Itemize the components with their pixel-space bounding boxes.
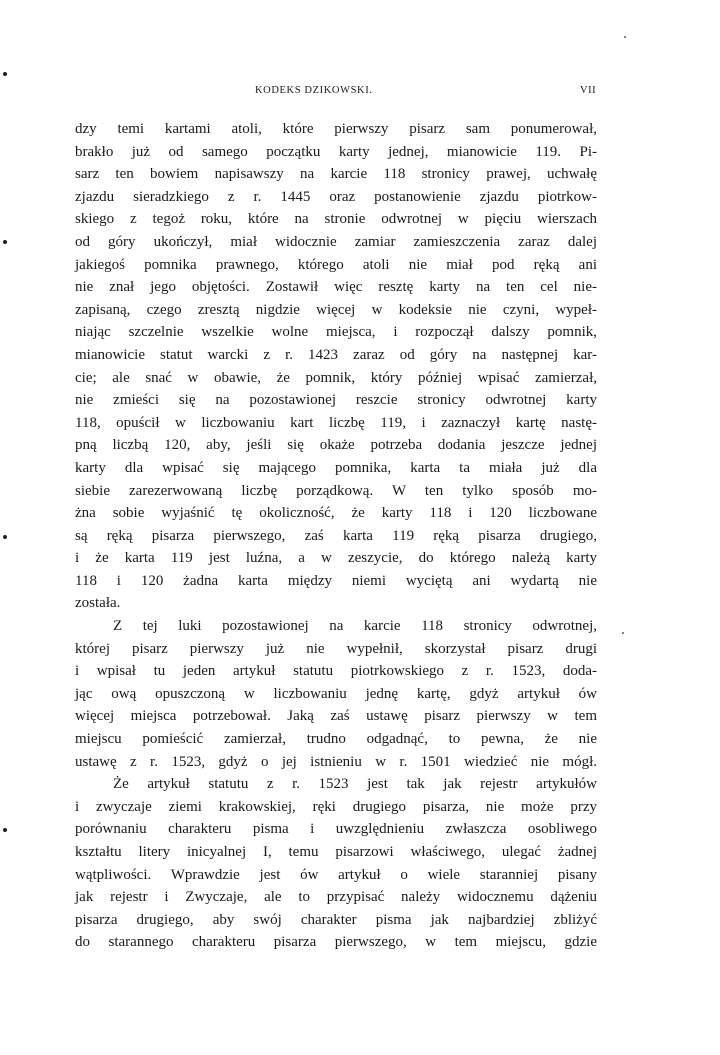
text-line: cie; ale snać w obawie, że pomnik, który później wpisać zamierzał, xyxy=(75,369,597,386)
text-line: i zwyczaje ziemi krakowskiej, ręki drugiego pisarza, nie może przy xyxy=(75,798,597,815)
text-line: wątpliwości. Wprawdzie jest ów artykuł o wiele staranniej pisany xyxy=(75,866,597,883)
paragraph-start-line: Z tej luki pozostawionej na karcie 118 stronicy odwrotnej, xyxy=(113,618,597,635)
text-line: pną liczbą 120, aby, jeśli się okaże potrzeba dodania jeszcze jednej xyxy=(75,437,597,454)
text-line: zapisaną, czego zresztą nigdzie więcej w kodeksie nie czyni, wypeł- xyxy=(75,301,597,318)
text-line: miejscu pomieścić zamierzał, trudno odgadnąć, to pewna, że nie xyxy=(75,731,597,748)
paragraph-start-line: Że artykuł statutu z r. 1523 jest tak jak rejestr artykułów xyxy=(113,776,597,793)
text-line: dzy temi kartami atoli, które pierwszy pisarz sam ponumerował, xyxy=(75,121,597,137)
text-line: zjazdu sieradzkiego z r. 1445 oraz postanowienie zjazdu piotrkow- xyxy=(75,188,597,205)
running-head xyxy=(0,85,720,101)
binding-hole-mark xyxy=(3,535,7,539)
text-line: jakiegoś pomnika prawnego, którego atoli nie miał pod ręką ani xyxy=(75,256,597,273)
text-line: brakło już od samego początku karty jednej, mianowicie 119. Pi- xyxy=(75,143,597,160)
text-line: skiego z tegoż roku, które na stronie odwrotnej w pięciu wierszach xyxy=(75,211,597,228)
text-line: i że karta 119 jest luźna, a w zeszycie, do którego należą karty xyxy=(75,550,597,567)
binding-hole-mark xyxy=(3,828,7,832)
paragraph-end-line: została. xyxy=(75,595,121,612)
text-line: jak rejestr i Zwyczaje, ale to przypisać należy widocznemu dążeniu xyxy=(75,889,597,906)
text-line: sarz ten bowiem napisawszy na karcie 118 stronicy prawej, uchwałę xyxy=(75,166,597,183)
paper-speck xyxy=(622,632,624,634)
text-line: od góry ukończył, miał widocznie zamiar zamieszczenia zaraz dalej xyxy=(75,233,597,250)
text-line: jąc ową opuszczoną w liczbowaniu jednę kartę, gdyż artykuł ów xyxy=(75,685,597,702)
binding-hole-mark xyxy=(3,72,7,76)
paragraph-end-line: ustawę z r. 1523, gdyż o jej istnieniu w r. 1501 wiedzieć nie mógł. xyxy=(75,753,597,770)
text-line: kształtu litery inicyalnej I, temu pisarzowi właściwego, ulegać żadnej xyxy=(75,844,597,860)
binding-hole-mark xyxy=(3,240,7,244)
text-line: żna sobie wyjaśnić tę okoliczność, że karty 118 i 120 liczbowane xyxy=(75,505,597,522)
text-line: mianowicie statut warcki z r. 1423 zaraz od góry na następnej kar- xyxy=(75,346,597,363)
text-line: więcej miejsca potrzebował. Jaką zaś ustawę pisarz pierwszy w tem xyxy=(75,708,597,725)
body-text xyxy=(75,118,597,954)
text-line: niając szczelnie wszelkie wolne miejsca, i rozpoczął dalszy pomnik, xyxy=(75,324,597,341)
text-line: do starannego charakteru pisarza pierwszego, w tem miejscu, gdzie xyxy=(75,934,597,951)
text-line: 118 i 120 żadna karta między niemi wyciętą ani wydartą nie xyxy=(75,572,597,589)
text-line: karty dla wpisać się mającego pomnika, karta ta miała już dla xyxy=(75,459,597,476)
text-line: nie znał jego objętości. Zostawił więc resztę karty na ten cel nie- xyxy=(75,279,597,296)
text-line: porównaniu charakteru pisma i uwzględnieniu zwłaszcza osobliwego xyxy=(75,821,597,838)
text-line: której pisarz pierwszy już nie wypełnił, skorzystał pisarz drugi xyxy=(75,640,597,657)
text-line: i wpisał tu jeden artykuł statutu piotrkowskiego z r. 1523, doda- xyxy=(75,663,597,680)
text-line: 118, opuścił w liczbowaniu kart liczbę 119, i zaznaczył kartę nastę- xyxy=(75,414,597,431)
text-line: pisarza drugiego, aby swój charakter pisma jak najbardziej zbliżyć xyxy=(75,911,597,928)
text-line: siebie zarezerwowaną liczbę porządkową. W ten tylko sposób mo- xyxy=(75,482,597,499)
text-line: są ręką pisarza pierwszego, zaś karta 119 ręką pisarza drugiego, xyxy=(75,527,597,544)
page-number: VII xyxy=(580,85,597,96)
text-line: nie zmieści się na pozostawionej reszcie stronicy odwrotnej karty xyxy=(75,392,597,409)
paper-speck xyxy=(624,36,626,38)
running-title: KODEKS DZIKOWSKI. xyxy=(255,85,373,96)
